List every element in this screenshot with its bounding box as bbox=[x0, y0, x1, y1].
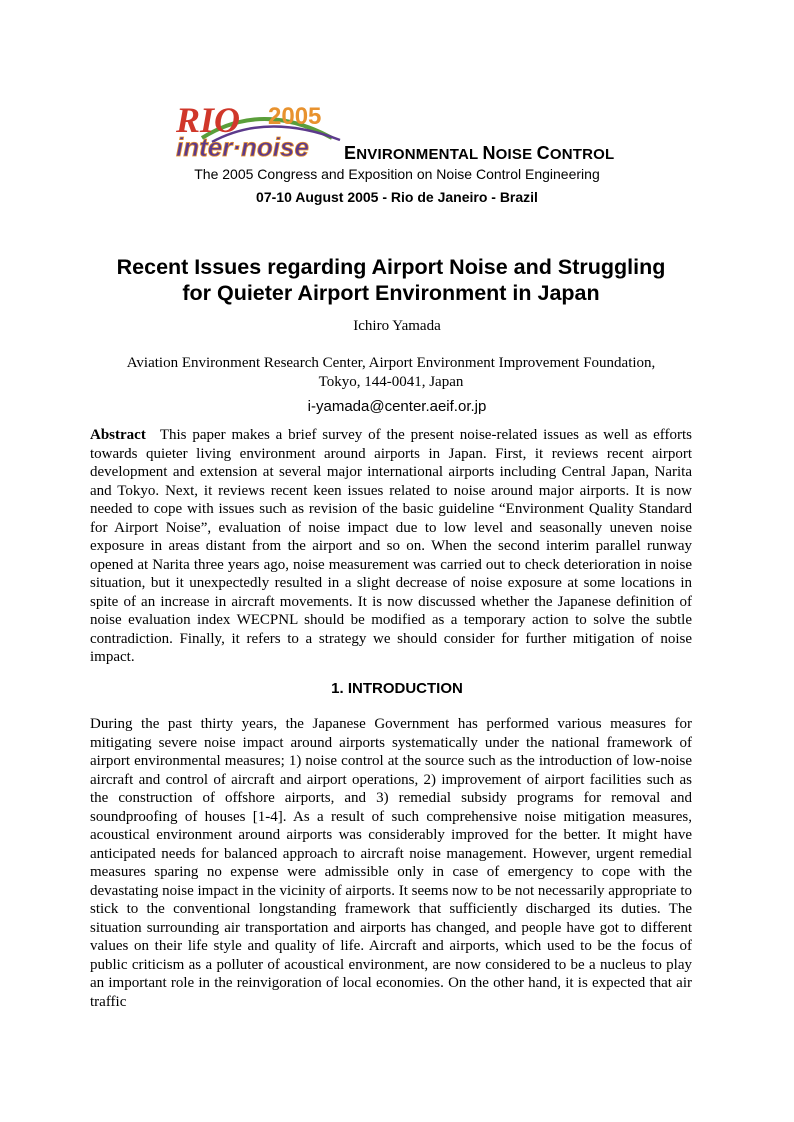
affiliation-line1: Aviation Environment Research Center, Airport Environment Improvement Foundation, bbox=[126, 355, 656, 371]
abstract-paragraph bbox=[90, 426, 692, 667]
logo-rio-text: RIO bbox=[176, 100, 241, 140]
paper-title-line2: for Quieter Airport Environment in Japan bbox=[182, 281, 600, 305]
section-heading-introduction: 1. INTRODUCTION bbox=[331, 680, 463, 697]
author-email: i-yamada@center.aeif.or.jp bbox=[307, 398, 487, 415]
abstract-text: This paper makes a brief survey of the present noise-related issues as well as efforts towards quieter living environment around airports in Japan. First, it reviews recent airport development and extension at several major international airports including Central Japan, Narita and Tokyo. Next, it reviews recent keen issues related to noise around major airports. It is now needed to cope with issues such as revision of the basic guideline “Environment Quality Standard for Airport Noise”, evaluation of noise impact due to low level and seasonally uneven noise exposure in areas distant from the airport and so on. When the second interim parallel runway opened at Narita three years ago, noise measurement was carried out to check deterioration in noise situation, but it unexpectedly resulted in a slight decrease of noise exposure at some locations in spite of an increase in aircraft movements. It is now discussed whether the Japanese definition of noise evaluation index WECPNL should be modified as a temporary action to solve the subtle contradiction. Finally, it refers to a strategy we should consider for further mitigation of noise impact. bbox=[90, 427, 692, 665]
logo-inter-noise-text: inter·noise bbox=[176, 132, 309, 160]
abstract-label: Abstract bbox=[90, 427, 146, 443]
affiliation-line2: Tokyo, 144-0041, Japan bbox=[318, 373, 464, 390]
conference-subtitle: The 2005 Congress and Exposition on Noise Control Engineering bbox=[194, 166, 600, 182]
paper-title bbox=[90, 254, 692, 306]
inter-noise-rio-2005-logo bbox=[172, 98, 342, 160]
introduction-paragraph: During the past thirty years, the Japanese Government has performed various measures for mitigating severe noise impact around airports systematically under the national framework of airport environmental measures; 1) noise control at the source such as the introduction of low-noise aircraft and control of aircraft and airport operations, 2) improvement of airport facilities such as the construction of offshore airports, and 3) remedial subsidy programs for removal and soundproofing of houses [1-4]. As a result of such comprehensive noise mitigation measures, acoustical environment around airports was considerably improved for the better. It might have anticipated needs for balanced approach to aircraft noise management. However, urgent remedial measures sparing no expense were admissible only in case of emergency to cope with the devastating noise impact in the vicinity of airports. It seems now to be not necessarily appropriate to stick to the conventional longstanding framework that sufficiently discharged its duties. The situation surrounding air transportation and airports has changed, and people have got to different values on their life style and quality of life. Aircraft and airports, which used to be the focus of public criticism as a polluter of acoustical environment, are now considered to be a nucleus to play an important role in the reinvigoration of local economies. On the other hand, it is expected that air traffic bbox=[90, 716, 692, 1010]
conference-date-location: 07-10 August 2005 - Rio de Janeiro - Brazil bbox=[256, 189, 538, 205]
author-name: Ichiro Yamada bbox=[353, 318, 441, 334]
paper-title-line1: Recent Issues regarding Airport Noise and Struggling bbox=[116, 255, 666, 279]
conference-title: ENVIRONMENTAL NOISE CONTROL bbox=[344, 143, 615, 163]
logo-year-text: 2005 bbox=[268, 103, 322, 130]
author-affiliation bbox=[90, 354, 692, 391]
